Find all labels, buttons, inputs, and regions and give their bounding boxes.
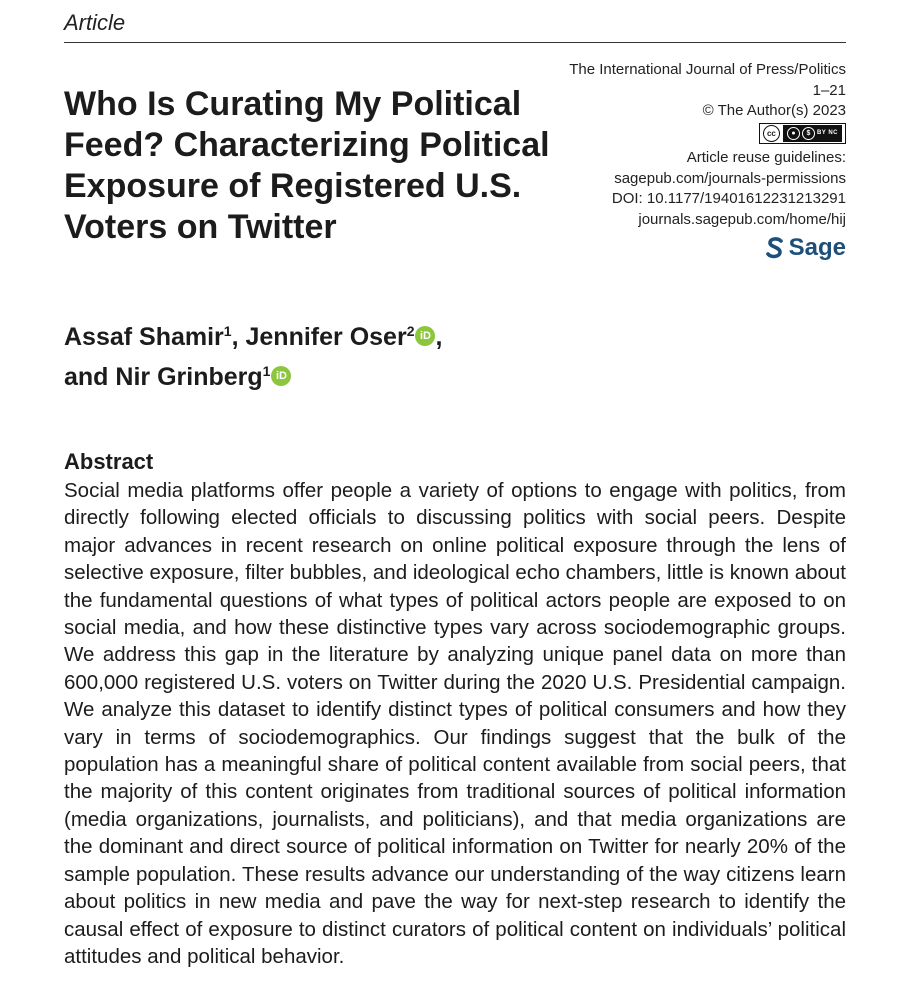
affiliation-marker: 2 <box>406 323 415 339</box>
license-text: BY NC <box>816 130 838 137</box>
copyright: © The Author(s) 2023 <box>702 102 846 119</box>
publisher-name: Sage <box>788 234 846 261</box>
abstract-heading: Abstract <box>64 449 154 474</box>
journal-name: The International Journal of Press/Politics <box>569 61 846 78</box>
by-person-icon: ● <box>787 127 800 140</box>
author-separator: , <box>231 323 246 351</box>
affiliation-marker: 1 <box>223 323 232 339</box>
author-conjunction: and <box>64 363 116 391</box>
author-name: Nir Grinberg <box>115 363 263 391</box>
cc-icon: cc <box>763 125 780 142</box>
paper-title: Who Is Curating My Political Feed? Characterizing Political Exposure of Registered U.S. Voters on Twitter <box>64 85 550 246</box>
journal-info <box>526 60 846 267</box>
author-list <box>64 314 442 394</box>
license-row <box>526 122 846 149</box>
author-name: Assaf Shamir <box>64 323 224 351</box>
author-separator: , <box>435 323 443 351</box>
reuse-label: Article reuse guidelines: <box>686 149 846 166</box>
orcid-icon[interactable]: iD <box>415 326 435 346</box>
author-line-2 <box>64 354 442 394</box>
page-range: 1–21 <box>812 81 846 99</box>
author-line-1 <box>64 314 442 354</box>
by-nc-icon <box>783 125 842 142</box>
author-name: Jennifer Oser <box>245 323 407 351</box>
doi-link[interactable]: DOI: 10.1177/19401612231213291 <box>611 190 846 207</box>
nc-dollar-icon: $ <box>802 127 815 140</box>
abstract-text: Social media platforms offer people a variety of options to engage with politics, from directly following elected officials to discussing politics with social peers. Despite major advances in recent research on online political exposure through the lens of selective exposure, filter bubbles, and ideological echo chambers, little is known about the fundamental questions of what types of political actors people are exposed to on social media, and how these distinctive types vary across sociodemographic groups. We address this gap in the literature by analyzing unique panel data on more than 600,000 registered U.S. voters on Twitter during the 2020 U.S. Presidential campaign. We analyze this dataset to identify distinct types of political consumers and how they vary in terms of sociodemographics. Our findings suggest that the bulk of the population has a meaningful share of political content available from social peers, that the majority of this content originates from traditional sources of political information (media organizations, journalists, and politicians), and that media organizations are the dominant and direct source of political information on Twitter for nearly 20% of the sample population. These results advance our understanding of the way citizens learn about politics in new media and pave the way for next-step research to identify the causal effect of exposure to distinct curators of political content on individuals’ political attitudes and political behavior. <box>64 479 846 968</box>
article-type-label: Article <box>64 10 126 35</box>
affiliation-marker: 1 <box>262 363 271 379</box>
permissions-link[interactable]: sagepub.com/journals-permissions <box>614 169 846 187</box>
sage-logo[interactable] <box>765 236 846 260</box>
sage-s-icon <box>765 236 785 260</box>
orcid-icon[interactable]: iD <box>271 366 291 386</box>
journal-homepage-link[interactable]: journals.sagepub.com/home/hij <box>638 210 846 228</box>
publisher-row <box>526 230 846 267</box>
header-divider <box>64 42 846 43</box>
cc-by-nc-icon[interactable] <box>759 123 846 144</box>
